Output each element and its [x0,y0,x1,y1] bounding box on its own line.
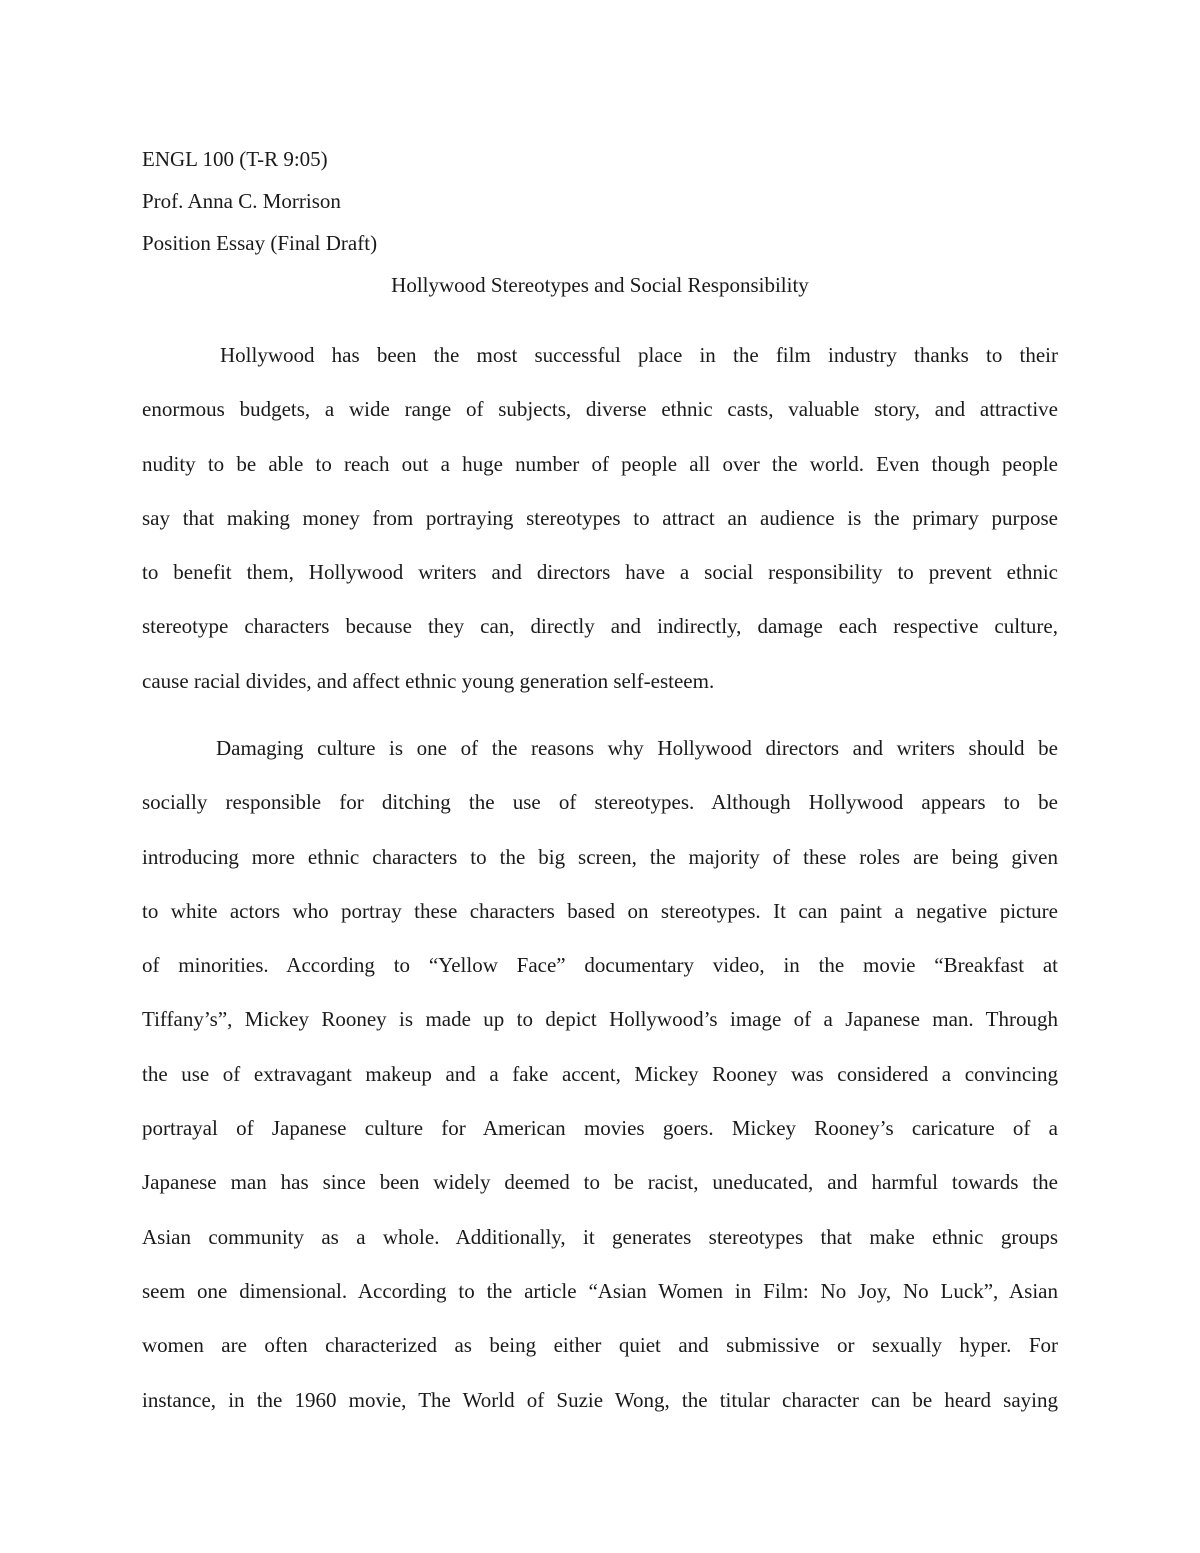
paragraph-line: Hollywood has been the most successful place in the film industry thanks to their [220,343,1058,367]
paragraph-line: introducing more ethnic characters to the big screen, the majority of these roles are being given [142,844,1058,869]
assignment-line: Position Essay (Final Draft) [142,231,378,255]
paragraph-line: Damaging culture is one of the reasons why Hollywood directors and writers should be [216,736,1058,760]
paragraph-1 [142,343,1058,723]
professor-line: Prof. Anna C. Morrison [142,189,341,213]
paragraph-line: to benefit them, Hollywood writers and directors have a social responsibility to prevent ethnic [142,560,1058,585]
paragraph-line: to white actors who portray these characters based on stereotypes. It can paint a negative picture [142,898,1058,923]
paragraph-line: Tiffany’s”, Mickey Rooney is made up to depict Hollywood’s image of a Japanese man. Through [142,1007,1058,1032]
paragraph-line: stereotype characters because they can, directly and indirectly, damage each respective culture, [142,614,1058,639]
paragraph-line: say that making money from portraying stereotypes to attract an audience is the primary purpose [142,505,1058,530]
paragraph-line: Japanese man has since been widely deemed to be racist, uneducated, and harmful towards the [142,1170,1058,1195]
paragraph-line: portrayal of Japanese culture for American movies goers. Mickey Rooney’s caricature of a [142,1116,1058,1141]
paragraph-line: of minorities. According to “Yellow Face” documentary video, in the movie “Breakfast at [142,953,1058,978]
paragraph-line: seem one dimensional. According to the article “Asian Women in Film: No Joy, No Luck”, Asian [142,1278,1058,1303]
paragraph-line: nudity to be able to reach out a huge number of people all over the world. Even though people [142,451,1058,476]
paragraph-line: cause racial divides, and affect ethnic young generation self-esteem. [142,668,715,693]
paragraph-line: instance, in the 1960 movie, The World of Suzie Wong, the titular character can be heard saying [142,1387,1058,1412]
paragraph-line: enormous budgets, a wide range of subjects, diverse ethnic casts, valuable story, and attractive [142,397,1058,422]
essay-title: Hollywood Stereotypes and Social Responsibility [391,273,809,297]
paragraph-2 [142,736,1058,1442]
course-line: ENGL 100 (T-R 9:05) [142,147,328,171]
paragraph-line: socially responsible for ditching the use of stereotypes. Although Hollywood appears to be [142,790,1058,815]
paragraph-line: the use of extravagant makeup and a fake accent, Mickey Rooney was considered a convincing [142,1061,1058,1086]
paragraph-line: Asian community as a whole. Additionally, it generates stereotypes that make ethnic groups [142,1224,1058,1249]
paragraph-line: women are often characterized as being either quiet and submissive or sexually hyper. For [142,1333,1058,1358]
